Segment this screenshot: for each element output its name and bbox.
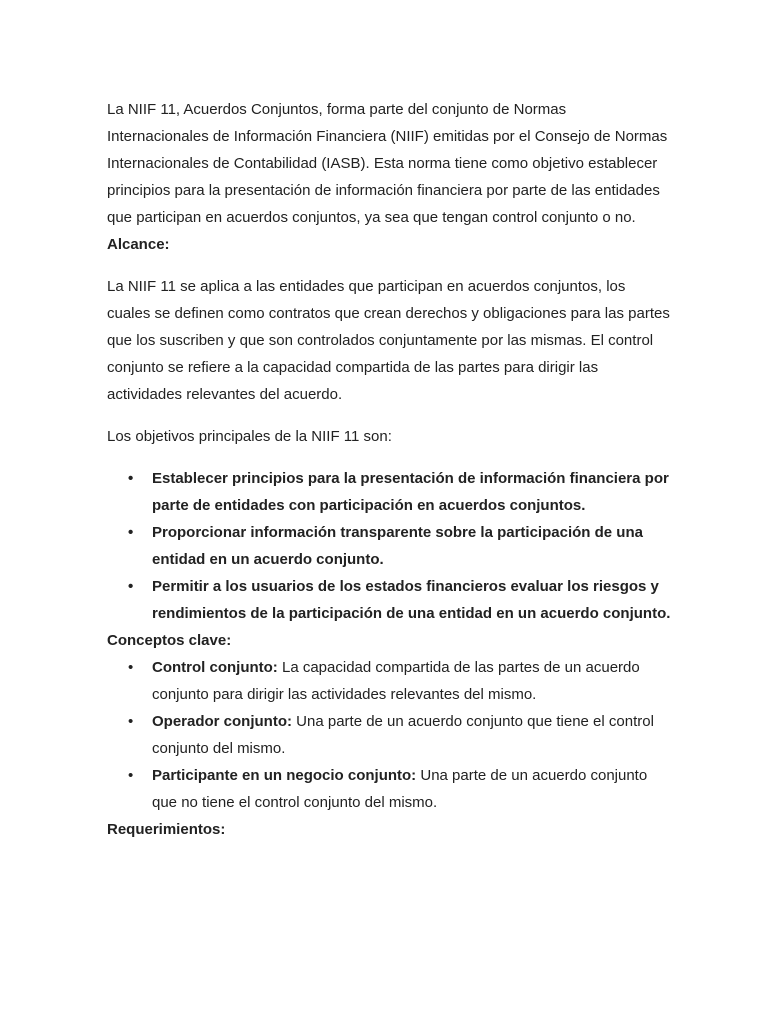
conceptos-list <box>107 654 672 816</box>
concepto-item <box>107 654 672 708</box>
concepto-definition: Una parte de un acuerdo conjunto que no tiene el control conjunto del mismo. <box>152 767 648 811</box>
concepto-item <box>107 762 672 816</box>
objetivos-list-item: • Proporcionar información transparente sobre la participación de una entidad en un acuerdo conjunto. <box>107 519 672 573</box>
conceptos-heading: Conceptos clave: <box>107 632 232 649</box>
objetivos-list-item: • Establecer principios para la presentación de información financiera por parte de entidades con participación en acuerdos conjuntos. <box>107 465 672 519</box>
alcance-paragraph: La NIIF 11 se aplica a las entidades que participan en acuerdos conjuntos, los cuales se definen como contratos que crean derechos y obligaciones para las partes que los suscriben y que son controlados conjuntamente por las mismas. El control conjunto se refiere a la capacidad compartida de las partes para dirigir las actividades relevantes del acuerdo. <box>107 278 670 403</box>
requerimientos-heading: Requerimientos: <box>107 821 226 838</box>
concepto-term: Participante en un negocio conjunto: <box>152 767 417 784</box>
objetivos-intro: Los objetivos principales de la NIIF 11 son: <box>107 428 392 445</box>
alcance-heading: Alcance: <box>107 236 170 253</box>
concepto-item <box>107 708 672 762</box>
concepto-term: Operador conjunto: <box>152 713 292 730</box>
concepto-term: Control conjunto: <box>152 659 278 676</box>
concepto-definition: La capacidad compartida de las partes de un acuerdo conjunto para dirigir las actividades relevantes del mismo. <box>152 659 640 703</box>
objetivos-list <box>107 465 672 627</box>
concepto-definition: Una parte de un acuerdo conjunto que tiene el control conjunto del mismo. <box>152 713 654 757</box>
document-body <box>107 96 672 843</box>
intro-paragraph: La NIIF 11, Acuerdos Conjuntos, forma parte del conjunto de Normas Internacionales de Información Financiera (NIIF) emitidas por el Consejo de Normas Internacionales de Contabilidad (IASB). Esta norma tiene como objetivo establecer principios para la presentación de información financiera por parte de las entidades que participan en acuerdos conjuntos, ya sea que tengan control conjunto o no. <box>107 101 668 226</box>
objetivos-list-item: • Permitir a los usuarios de los estados financieros evaluar los riesgos y rendimientos de la participación de una entidad en un acuerdo conjunto. <box>107 573 672 627</box>
